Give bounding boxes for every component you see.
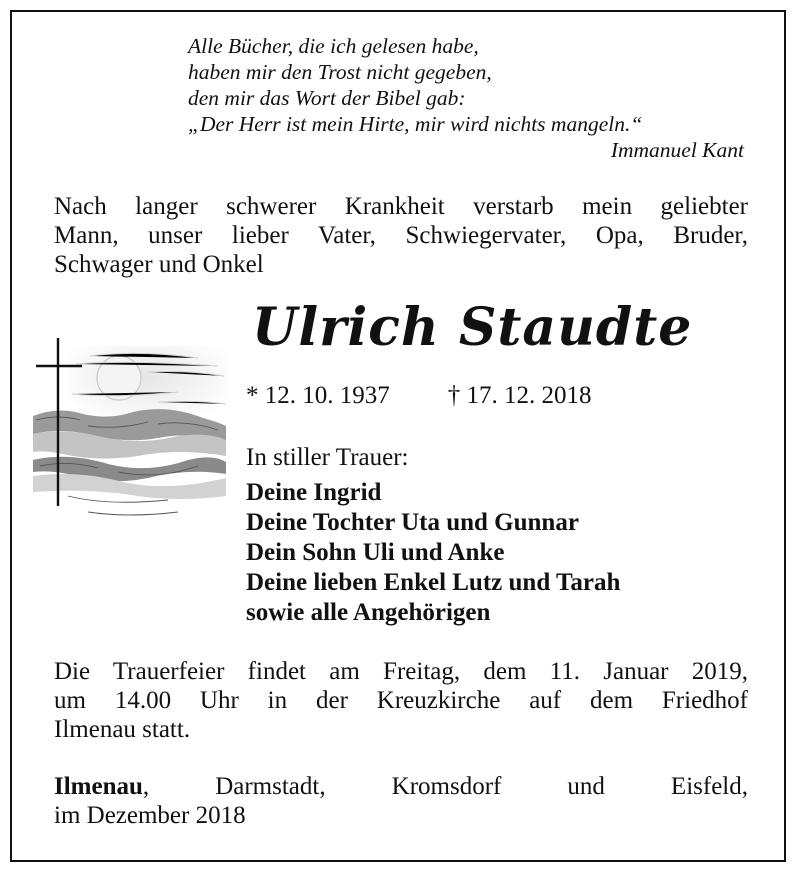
closing-place-others: , Darmstadt, Kromsdorf und Eisfeld, bbox=[142, 773, 748, 800]
closing-place-date bbox=[54, 772, 748, 830]
funeral-line: um 14.00 Uhr in der Kreuzkirche auf dem Friedhof bbox=[54, 687, 748, 714]
birth-date: * 12. 10. 1937 bbox=[246, 382, 390, 409]
bible-quote bbox=[188, 33, 748, 163]
closing-place-main: Ilmenau bbox=[54, 773, 143, 800]
mourners-list bbox=[246, 478, 620, 628]
mourner-entry: Dein Sohn Uli und Anke bbox=[246, 539, 505, 566]
mourner-entry: Deine lieben Enkel Lutz und Tarah bbox=[246, 569, 621, 596]
intro-line: Schwager und Onkel bbox=[54, 251, 264, 278]
closing-places bbox=[54, 772, 748, 801]
intro-line: Nach langer schwerer Krankheit verstarb mein geliebter bbox=[54, 193, 748, 220]
quote-line: „Der Herr ist mein Hirte, mir wird nichts mangeln.“ bbox=[188, 112, 643, 136]
funeral-info bbox=[54, 657, 748, 744]
death-date: † 17. 12. 2018 bbox=[447, 382, 592, 409]
closing-date: im Dezember 2018 bbox=[54, 802, 246, 829]
funeral-line: Die Trauerfeier findet am Freitag, dem 11. Januar 2019, bbox=[54, 658, 748, 685]
deceased-name: Ulrich Staudte bbox=[252, 297, 693, 358]
mourner-entry: sowie alle Angehörigen bbox=[246, 599, 491, 626]
quote-line: den mir das Wort der Bibel gab: bbox=[188, 86, 466, 110]
mourner-entry: Deine Ingrid bbox=[246, 479, 382, 506]
mourner-entry: Deine Tochter Uta und Gunnar bbox=[246, 509, 579, 536]
quote-line: haben mir den Trost nicht gegeben, bbox=[188, 60, 492, 84]
quote-line: Alle Bücher, die ich gelesen habe, bbox=[188, 34, 479, 58]
intro-text bbox=[54, 192, 748, 279]
cross-landscape-icon bbox=[28, 336, 228, 532]
funeral-line: Ilmenau statt. bbox=[54, 716, 191, 743]
mourning-heading: In stiller Trauer: bbox=[246, 444, 409, 471]
quote-author: Immanuel Kant bbox=[610, 138, 744, 162]
intro-line: Mann, unser lieber Vater, Schwiegervater, Opa, Bruder, bbox=[54, 222, 748, 249]
life-dates bbox=[246, 381, 592, 411]
